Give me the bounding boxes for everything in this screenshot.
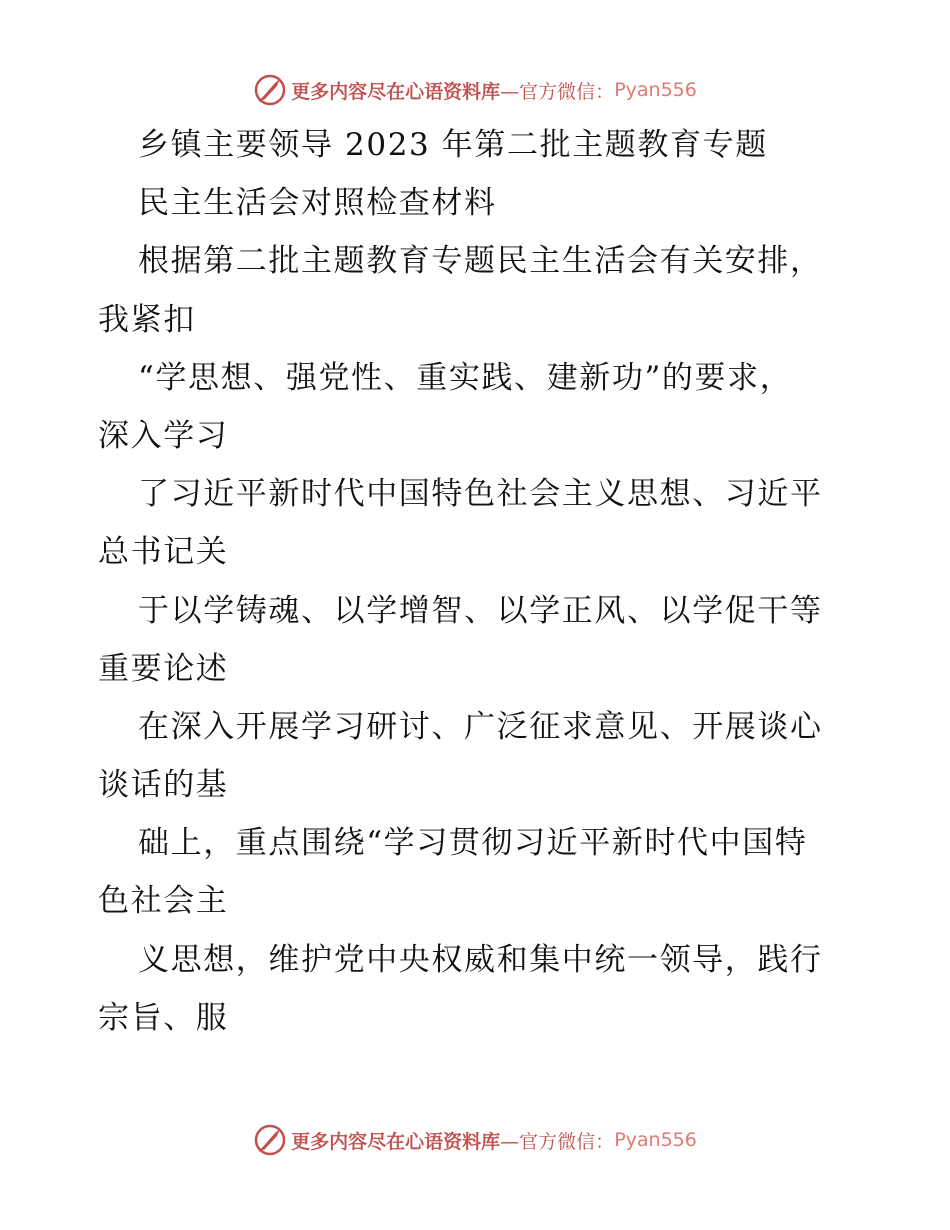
paragraph-line: 深入学习 [98, 417, 229, 454]
paragraph-line: 重要论述 [98, 650, 229, 687]
paragraph-line: 础上，重点围绕“学习贯彻习近平新时代中国特 [138, 825, 808, 862]
paragraph-line: 义思想，维护党中央权威和集中统一领导，践行 [138, 941, 823, 978]
paragraph-line: 谈话的基 [98, 767, 229, 804]
paragraph-line: 在深入开展学习研讨、广泛征求意见、开展谈心 [138, 708, 823, 745]
paragraph-line: 我紧扣 [98, 301, 196, 338]
watermark-main-text: 更多内容尽在心语资料库 [291, 80, 501, 103]
paragraph-line: 了习近平新时代中国特色社会主义思想、习近平 [138, 476, 823, 513]
paragraph-line: 于以学铸魂、以学增智、以学正风、以学促干等 [138, 592, 823, 629]
document-body [98, 116, 858, 1047]
watermark-wechat-id: Pyan556 [614, 79, 697, 101]
quill-pen-logo-icon [253, 73, 287, 107]
paragraph-line: 色社会主 [98, 883, 229, 920]
watermark-main-text: 更多内容尽在心语资料库 [291, 1130, 501, 1153]
paragraph-line: 总书记关 [98, 534, 229, 571]
quill-pen-logo-icon [253, 1123, 287, 1157]
watermark-wechat-label: —官方微信： [500, 80, 615, 103]
watermark-wechat-id: Pyan556 [614, 1129, 697, 1151]
paragraph-line: 宗旨、服 [98, 999, 229, 1036]
paragraph-line: “学思想、强党性、重实践、建新功”的要求， [138, 359, 793, 396]
header-watermark [0, 70, 950, 110]
title-line-2: 民主生活会对照检查材料 [138, 185, 497, 222]
title-line-1: 乡镇主要领导 2023 年第二批主题教育专题 [138, 127, 768, 163]
paragraph-line: 根据第二批主题教育专题民主生活会有关安排， [138, 243, 823, 280]
watermark-wechat-label: —官方微信： [500, 1130, 615, 1153]
footer-watermark [0, 1120, 950, 1160]
